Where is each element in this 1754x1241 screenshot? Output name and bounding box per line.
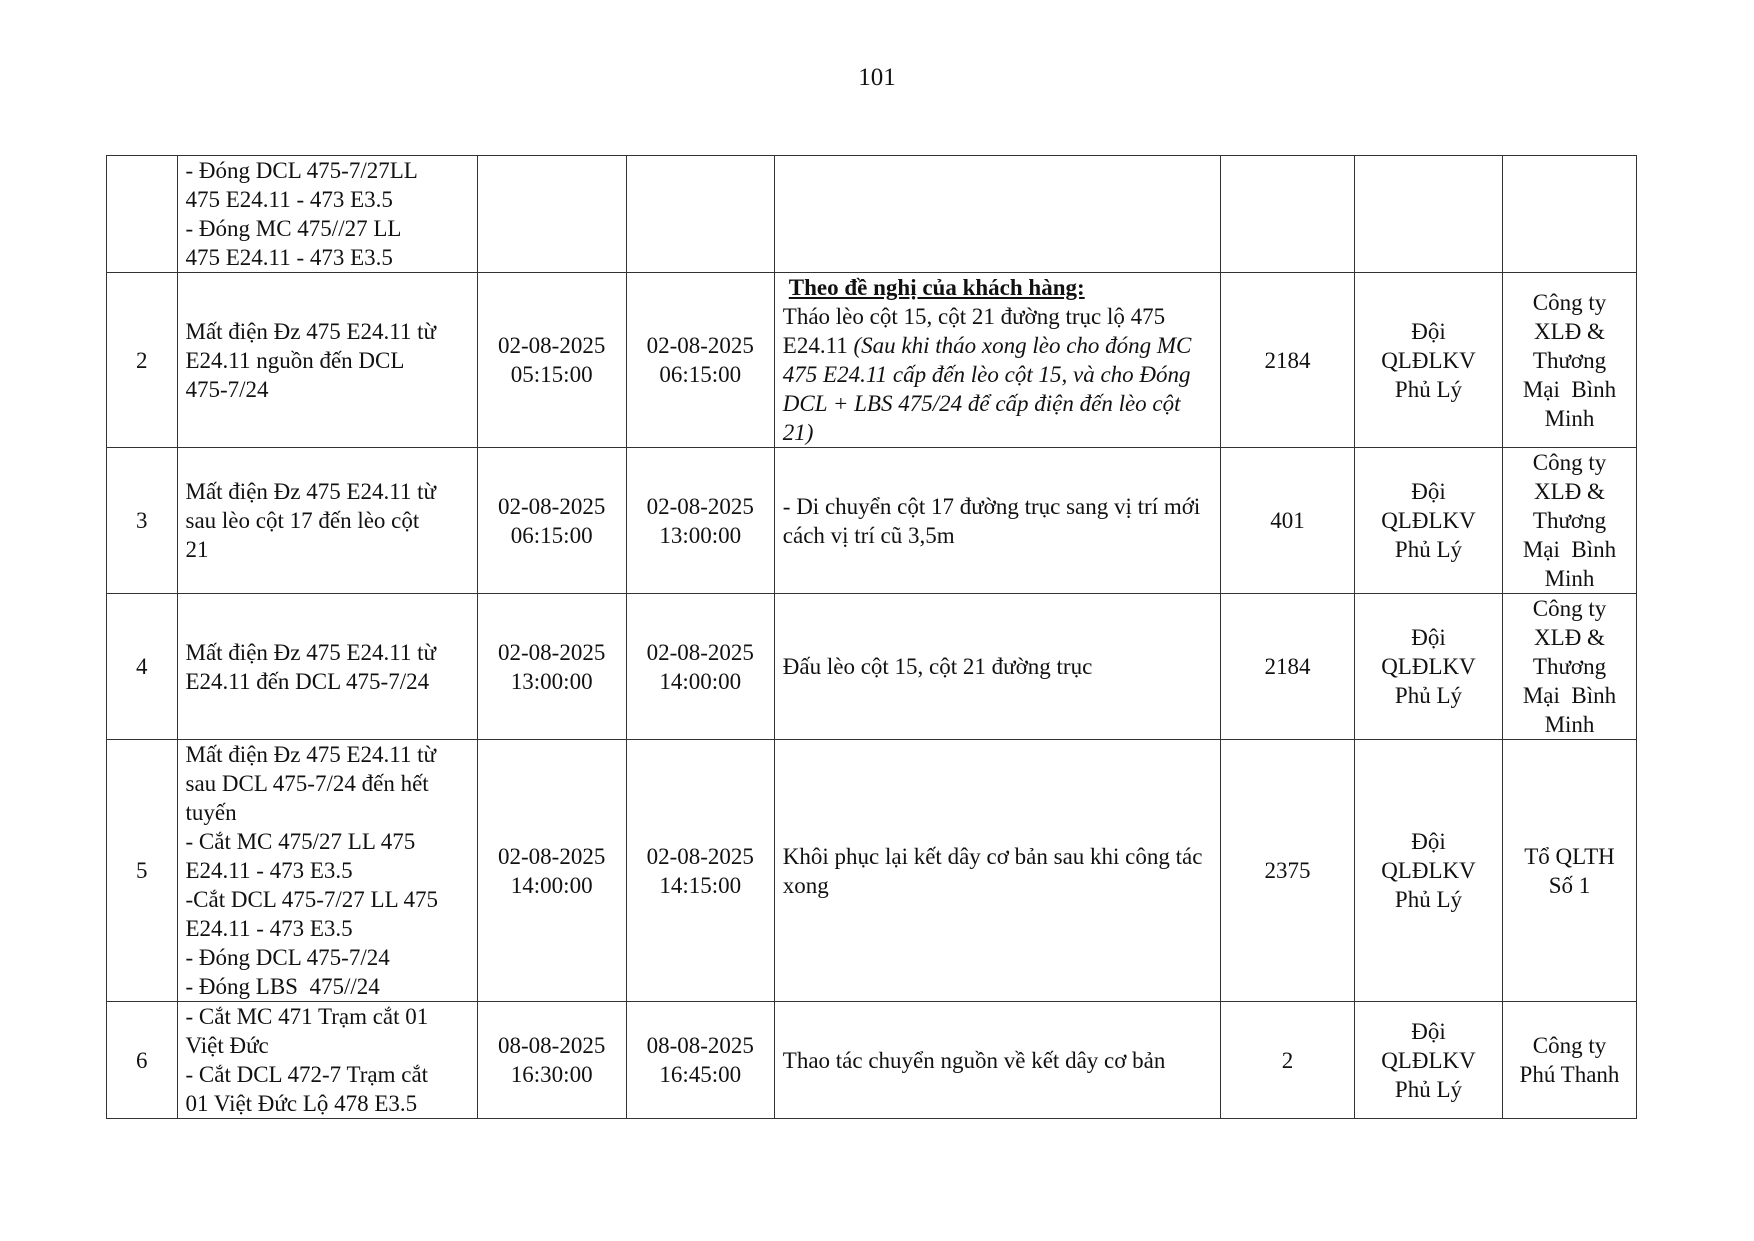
cell-line: Minh	[1544, 566, 1595, 591]
work-content-cell	[774, 273, 1220, 448]
contractor-cell	[1503, 1002, 1637, 1119]
cell-line: tuyến	[185, 800, 237, 825]
cell-line: 13:00:00	[659, 522, 742, 548]
cell-line: 02-08-2025	[646, 843, 754, 869]
customer-count-cell: 2	[1220, 1002, 1354, 1119]
start-time-cell	[477, 740, 626, 1002]
table-row	[107, 448, 1637, 594]
cell-line: XLĐ &	[1534, 625, 1605, 650]
managing-unit-cell	[1354, 594, 1502, 740]
row-number-cell: 6	[107, 1002, 178, 1119]
table-row	[107, 740, 1637, 1002]
work-content-cell	[774, 156, 1220, 273]
contractor-cell	[1503, 740, 1637, 1002]
cell-line: QLĐLKV	[1381, 347, 1476, 373]
work-heading: Theo đề nghị của khách hàng:	[788, 275, 1085, 300]
outage-area-cell	[177, 156, 477, 273]
contractor-cell	[1503, 594, 1637, 740]
row-number-cell: 3	[107, 448, 178, 594]
cell-line: Số 1	[1548, 872, 1591, 898]
table-row	[107, 594, 1637, 740]
page-number: 101	[858, 64, 896, 91]
start-time-cell	[477, 448, 626, 594]
cell-line: 01 Việt Đức Lộ 478 E3.5	[185, 1091, 418, 1116]
work-content-cell	[774, 1002, 1220, 1119]
end-time-cell	[626, 1002, 774, 1119]
cell-line: 02-08-2025	[646, 493, 754, 519]
outage-area-cell	[177, 594, 477, 740]
cell-line: Đội	[1411, 829, 1446, 854]
cell-line: QLĐLKV	[1381, 654, 1476, 679]
cell-line: -Cắt DCL 475-7/27 LL 475	[185, 887, 439, 912]
cell-line: - Đóng MC 475//27 LL	[185, 216, 402, 241]
cell-line: Mất điện Đz 475 E24.11 từ	[185, 479, 437, 504]
start-time-cell	[477, 273, 626, 448]
cell-line: Mất điện Đz 475 E24.11 từ	[185, 318, 437, 344]
cell-line: Việt Đức	[185, 1033, 269, 1058]
cell-line: Mại Bình	[1522, 683, 1617, 708]
cell-line: 16:45:00	[659, 1062, 742, 1087]
cell-line: 13:00:00	[510, 668, 593, 694]
cell-line: Đội	[1411, 1018, 1446, 1044]
customer-count-cell: 2184	[1220, 594, 1354, 740]
cell-line: 16:30:00	[510, 1062, 593, 1087]
work-content-cell	[774, 594, 1220, 740]
cell-line: - Đóng DCL 475-7/24	[185, 945, 390, 970]
cell-line: QLĐLKV	[1381, 1047, 1476, 1073]
cell-line: Minh	[1544, 712, 1595, 737]
work-content-cell	[774, 448, 1220, 594]
customer-count-cell: 2375	[1220, 740, 1354, 1002]
managing-unit-cell	[1354, 448, 1502, 594]
cell-line: Mất điện Đz 475 E24.11 từ	[185, 639, 437, 665]
outage-area-cell	[177, 273, 477, 448]
cell-line: Mất điện Đz 475 E24.11 từ	[185, 742, 437, 767]
cell-line: - Đóng DCL 475-7/27LL	[185, 158, 418, 183]
cell-line: QLĐLKV	[1381, 858, 1476, 883]
cell-line: 14:00:00	[659, 668, 742, 694]
cell-line: E24.11 - 473 E3.5	[185, 916, 353, 941]
cell-line: 02-08-2025	[498, 333, 606, 358]
cell-line: Phủ Lý	[1394, 887, 1463, 912]
cell-line: E24.11 nguồn đến DCL	[185, 347, 405, 373]
row-number-cell	[107, 156, 178, 273]
cell-line: - Cắt MC 475/27 LL 475	[185, 829, 416, 854]
end-time-cell	[626, 156, 774, 273]
start-time-cell	[477, 1002, 626, 1119]
cell-line: Phủ Lý	[1394, 537, 1463, 562]
cell-line: 02-08-2025	[498, 493, 606, 519]
managing-unit-cell	[1354, 740, 1502, 1002]
cell-line: sau lèo cột 17 đến lèo cột	[185, 508, 420, 533]
cell-line: Thương	[1532, 508, 1607, 533]
cell-line: 14:15:00	[659, 872, 742, 898]
cell-line: 02-08-2025	[498, 639, 606, 665]
row-number-cell: 2	[107, 273, 178, 448]
managing-unit-cell	[1354, 156, 1502, 273]
cell-line: Đội	[1411, 479, 1446, 504]
cell-line: 08-08-2025	[498, 1033, 606, 1058]
start-time-cell	[477, 156, 626, 273]
outage-area-cell	[177, 1002, 477, 1119]
contractor-cell	[1503, 448, 1637, 594]
row-number-cell: 5	[107, 740, 178, 1002]
cell-line: Công ty	[1532, 596, 1607, 621]
row-number-cell: 4	[107, 594, 178, 740]
customer-count-cell: 2184	[1220, 273, 1354, 448]
work-note: (Sau khi tháo xong lèo cho đóng MC 475 E24.11 cấp đến lèo cột 15, và cho Đóng DCL + LBS 475/24 để cấp điện đến lèo cột 21)	[782, 333, 1192, 445]
cell-line: 06:15:00	[659, 362, 742, 387]
cell-line: Tổ QLTH	[1524, 843, 1615, 869]
work-text: - Di chuyển cột 17 đường trục sang vị trí mới cách vị trí cũ 3,5m	[782, 493, 1201, 548]
table-row	[107, 1002, 1637, 1119]
start-time-cell	[477, 594, 626, 740]
table-row	[107, 156, 1637, 273]
cell-line: Thương	[1532, 654, 1607, 679]
table-row	[107, 273, 1637, 448]
cell-line: XLĐ &	[1534, 479, 1605, 504]
cell-line: 05:15:00	[510, 362, 593, 387]
work-text: Đấu lèo cột 15, cột 21 đường trục	[782, 654, 1093, 679]
customer-count-cell: 401	[1220, 448, 1354, 594]
cell-line: 21	[185, 537, 209, 562]
cell-line: 475 E24.11 - 473 E3.5	[185, 245, 393, 270]
cell-line: XLĐ &	[1534, 318, 1605, 344]
cell-line: sau DCL 475-7/24 đến hết	[185, 771, 429, 796]
outage-area-cell	[177, 448, 477, 594]
cell-line: Mại Bình	[1522, 537, 1617, 562]
cell-line: Minh	[1544, 405, 1595, 431]
end-time-cell	[626, 448, 774, 594]
cell-line: Phủ Lý	[1394, 376, 1463, 402]
cell-line: 14:00:00	[510, 872, 593, 898]
cell-line: E24.11 đến DCL 475-7/24	[185, 668, 430, 694]
cell-line: Đội	[1411, 625, 1446, 650]
cell-line: Công ty	[1532, 1033, 1607, 1058]
cell-line: - Cắt MC 471 Trạm cắt 01	[185, 1004, 429, 1029]
work-content-cell	[774, 740, 1220, 1002]
customer-count-cell	[1220, 156, 1354, 273]
work-text: Tháo lèo cột 15, cột 21 đường trục lộ 475 E24.11	[782, 304, 1166, 358]
end-time-cell	[626, 594, 774, 740]
work-text: Khôi phục lại kết dây cơ bản sau khi công tác xong	[782, 843, 1203, 898]
cell-line: 02-08-2025	[498, 843, 606, 869]
cell-line: 475 E24.11 - 473 E3.5	[185, 187, 393, 212]
cell-line: 475-7/24	[185, 376, 269, 402]
cell-line: Công ty	[1532, 289, 1607, 315]
cell-line: Công ty	[1532, 450, 1607, 475]
outage-schedule-table	[106, 155, 1637, 1119]
cell-line: - Cắt DCL 472-7 Trạm cắt	[185, 1062, 429, 1087]
cell-line: 06:15:00	[510, 522, 593, 548]
cell-line: Phủ Lý	[1394, 1076, 1463, 1102]
end-time-cell	[626, 740, 774, 1002]
cell-line: Đội	[1411, 318, 1446, 344]
cell-line: E24.11 - 473 E3.5	[185, 858, 353, 883]
contractor-cell	[1503, 156, 1637, 273]
end-time-cell	[626, 273, 774, 448]
cell-line: 08-08-2025	[646, 1033, 754, 1058]
cell-line: - Đóng LBS 475//24	[185, 974, 380, 999]
contractor-cell	[1503, 273, 1637, 448]
outage-area-cell	[177, 740, 477, 1002]
cell-line: QLĐLKV	[1381, 508, 1476, 533]
cell-line: 02-08-2025	[646, 639, 754, 665]
cell-line: Mại Bình	[1522, 376, 1617, 402]
cell-line: 02-08-2025	[646, 333, 754, 358]
cell-line: Thương	[1532, 347, 1607, 373]
cell-line: Phủ Lý	[1394, 683, 1463, 708]
managing-unit-cell	[1354, 1002, 1502, 1119]
cell-line: Phú Thanh	[1519, 1062, 1620, 1087]
managing-unit-cell	[1354, 273, 1502, 448]
work-text: Thao tác chuyển nguồn về kết dây cơ bản	[782, 1047, 1166, 1073]
